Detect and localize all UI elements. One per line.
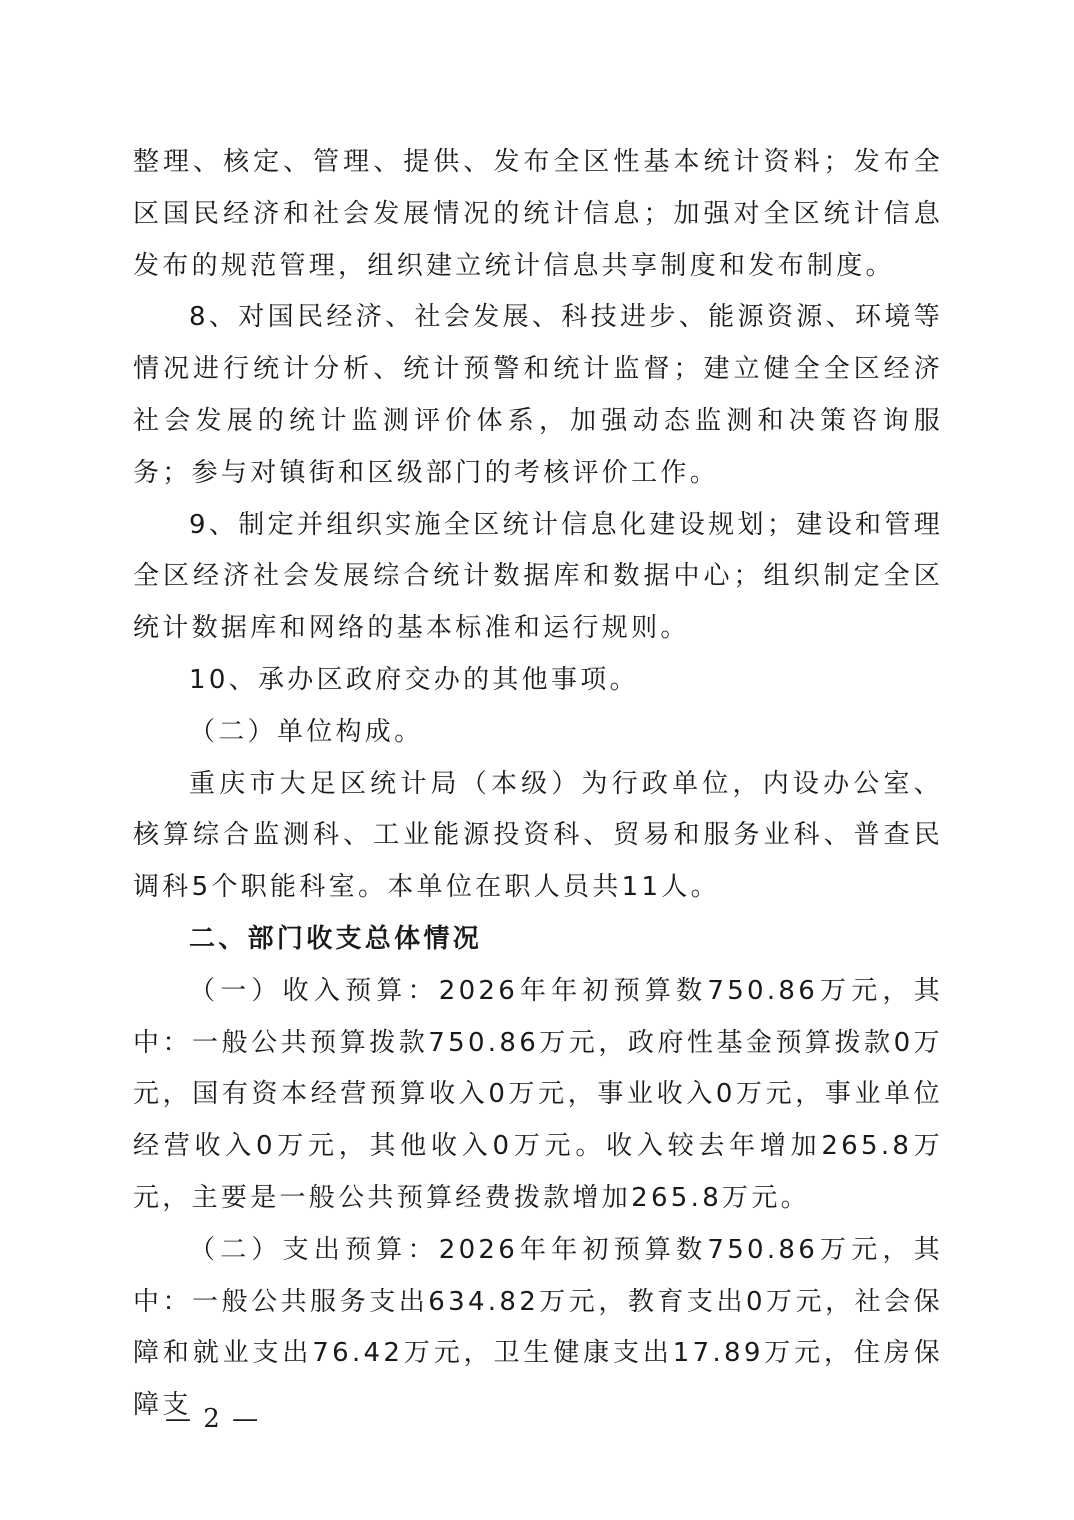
paragraph-item-8: 8、对国民经济、社会发展、科技进步、能源资源、环境等情况进行统计分析、统计预警和统计监督；建立健全全区经济社会发展的统计监测评价体系，加强动态监测和决策咨询服务；参与对镇街和区级部门的考核评价工作。: [133, 302, 943, 488]
paragraph-expenditure-budget: （二）支出预算：2026年年初预算数750.86万元，其中：一般公共服务支出634.82万元，教育支出0万元，社会保障和就业支出76.42万元，卫生健康支出17.89万元，住房保障支: [133, 1234, 943, 1421]
paragraph-unit-description: 重庆市大足区统计局（本级）为行政单位，内设办公室、核算综合监测科、工业能源投资科、贸易和服务业科、普查民调科5个职能科室。本单位在职人员共11人。: [133, 768, 943, 903]
page-number: — 2 —: [165, 1404, 261, 1434]
paragraph-item-9: 9、制定并组织实施全区统计信息化建设规划；建设和管理全区经济社会发展综合统计数据库和数据中心；组织制定全区统计数据库和网络的基本标准和运行规则。: [133, 509, 943, 644]
document-body: [133, 137, 943, 1432]
paragraph-income-budget: （一）收入预算：2026年年初预算数750.86万元，其中：一般公共预算拨款750.86万元，政府性基金预算拨款0万元，国有资本经营预算收入0万元，事业收入0万元，事业单位经营收入0万元，其他收入0万元。收入较去年增加265.8万元，主要是一般公共预算经费拨款增加265.8万元。: [133, 975, 943, 1213]
section-heading-revenue-expenditure: 二、部门收支总体情况: [189, 923, 483, 954]
section-unit-composition: （二）单位构成。: [189, 716, 424, 747]
paragraph-item-10: 10、承办区政府交办的其他事项。: [189, 664, 639, 695]
paragraph-1: 整理、核定、管理、提供、发布全区性基本统计资料；发布全区国民经济和社会发展情况的统计信息；加强对全区统计信息发布的规范管理，组织建立统计信息共享制度和发布制度。: [133, 147, 943, 281]
